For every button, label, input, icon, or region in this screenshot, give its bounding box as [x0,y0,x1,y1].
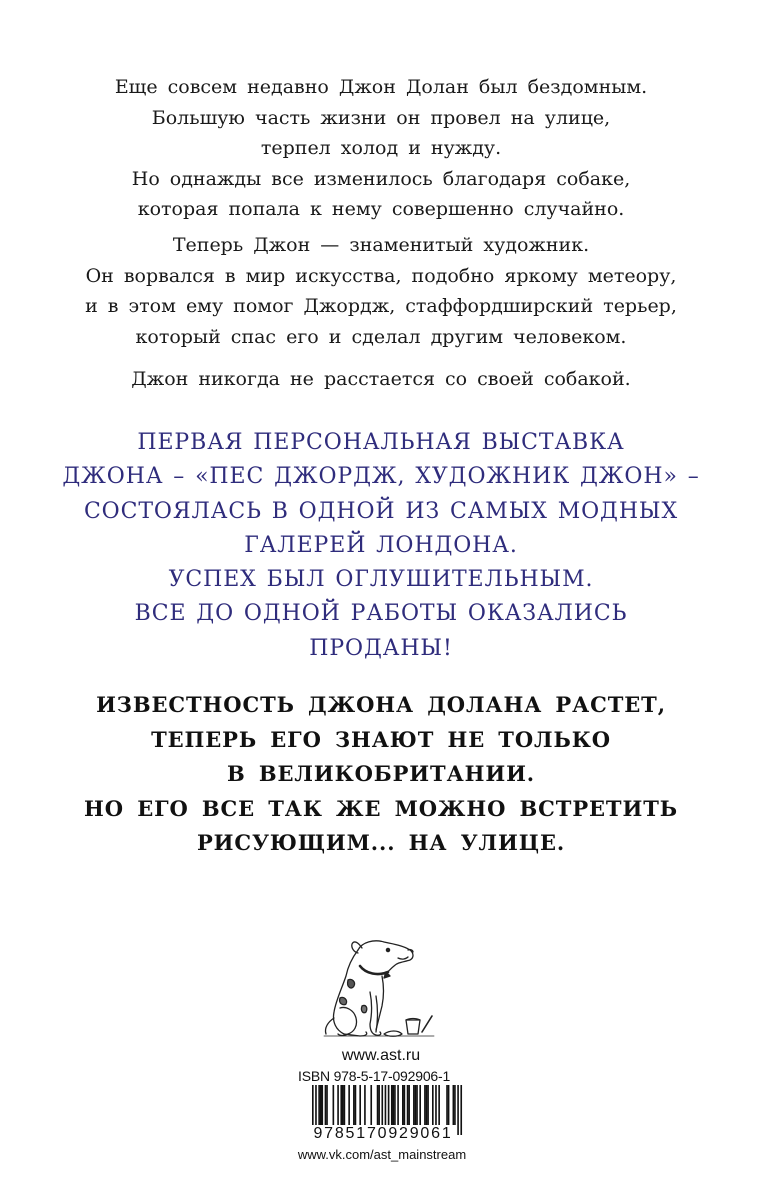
barcode-bar [359,1085,361,1125]
barcode-bar [402,1085,404,1125]
barcode-digits: 9785170929061 [313,1125,453,1142]
exhibition-line: ГАЛЕРЕЙ ЛОНДОНА. [244,532,518,558]
barcode-bar [394,1085,396,1125]
barcode-bar [340,1085,342,1125]
barcode-bar [333,1085,335,1125]
barcode-bar [344,1085,346,1125]
barcode-bar [408,1085,410,1125]
barcode-bar [326,1085,328,1125]
intro-paragraph-2 [30,230,732,352]
barcode-bar [353,1085,355,1125]
exhibition-line: УСПЕХ БЫЛ ОГЛУШИТЕЛЬНЫМ. [168,567,594,593]
text-line: Большую часть жизни он провел на улице, [151,106,611,129]
barcode-bar [446,1085,448,1125]
text-line: Теперь Джон — знаменитый художник. [172,234,590,256]
barcode-bar [318,1085,320,1125]
social-link[interactable]: www.vk.com/ast_mainstream [297,1147,467,1162]
barcode-bar [404,1085,406,1125]
barcode-bar [419,1085,421,1125]
exhibition-line: СОСТОЯЛАСЬ В ОДНОЙ ИЗ САМЫХ МОДНЫХ [83,498,679,524]
barcode-bar [378,1085,380,1125]
barcode-bar [453,1085,455,1125]
barcode-bar [391,1085,393,1125]
text-line: терпел холод и нужду. [260,137,502,159]
intro-paragraph-1 [30,72,732,225]
barcode-bar [424,1085,426,1125]
barcode-bar [432,1085,434,1125]
barcode-bar [448,1085,450,1125]
exhibition-line: ПРОДАНЫ! [309,635,453,661]
barcode-bar [427,1085,429,1125]
fame-line: ТЕПЕРЬ ЕГО ЗНАЮТ НЕ ТОЛЬКО [151,726,611,752]
exhibition-line: ВСЕ ДО ОДНОЙ РАБОТЫ ОКАЗАЛИСЬ [134,601,628,627]
text-line: которая попала к нему совершенно случайно. [137,198,625,220]
exhibition-line: ДЖОНА – «ПЕС ДЖОРДЖ, ХУДОЖНИК ДЖОН» – [62,464,700,490]
barcode-bar [377,1085,379,1125]
fame-line: НО ЕГО ВСЕ ТАК ЖЕ МОЖНО ВСТРЕТИТЬ [84,795,678,821]
text-line: и в этом ему помог Джордж, стаффордширский терьер, [85,295,677,317]
intro-paragraph-3 [30,364,732,395]
sitting-dog-sketch-icon [318,936,440,1048]
barcode-bar [438,1085,440,1125]
text-line: Еще совсем недавно Джон Долан был бездомным. [114,76,648,98]
barcode-bar [454,1085,456,1125]
barcode-bar [348,1085,350,1125]
barcode-bar [381,1085,383,1125]
fame-line: В ВЕЛИКОБРИТАНИИ. [226,761,536,786]
barcode-bar [355,1085,357,1125]
fame-block [30,688,732,861]
barcode-bar [320,1085,322,1125]
isbn-label: ISBN 978-5-17-092906-1 [298,1068,451,1084]
website-link[interactable]: www.ast.ru [341,1047,421,1064]
barcode-bar [393,1085,395,1125]
barcode-number [298,1125,468,1143]
barcode-bar [325,1085,327,1125]
text-line: Но однажды все изменилось благодаря собаке, [131,167,631,190]
text-line: Джон никогда не расстается со своей собакой. [131,368,631,390]
barcode-bar [435,1085,437,1125]
exhibition-line: ПЕРВАЯ ПЕРСОНАЛЬНАЯ ВЫСТАВКА [137,430,625,455]
barcode-bar [413,1085,415,1125]
text-line: Он ворвался в мир искусства, подобно яркому метеору, [85,264,677,287]
barcode-bar [397,1085,399,1125]
barcode-bar [321,1085,323,1125]
barcode-bar [416,1085,418,1125]
barcode-bar [370,1085,372,1125]
barcode-bar [407,1085,409,1125]
barcode-bar [415,1085,417,1125]
barcode-bar [426,1085,428,1125]
exhibition-block [30,426,732,666]
text-line: который спас его и сделал другим человеком. [135,325,627,348]
barcode-bar [364,1085,366,1125]
fame-line: РИСУЮЩИМ... НА УЛИЦЕ. [196,830,566,855]
fame-line: ИЗВЕСТНОСТЬ ДЖОНА ДОЛАНА РАСТЕТ, [96,692,666,717]
barcode-bar [342,1085,344,1125]
barcode-bar [337,1085,339,1125]
